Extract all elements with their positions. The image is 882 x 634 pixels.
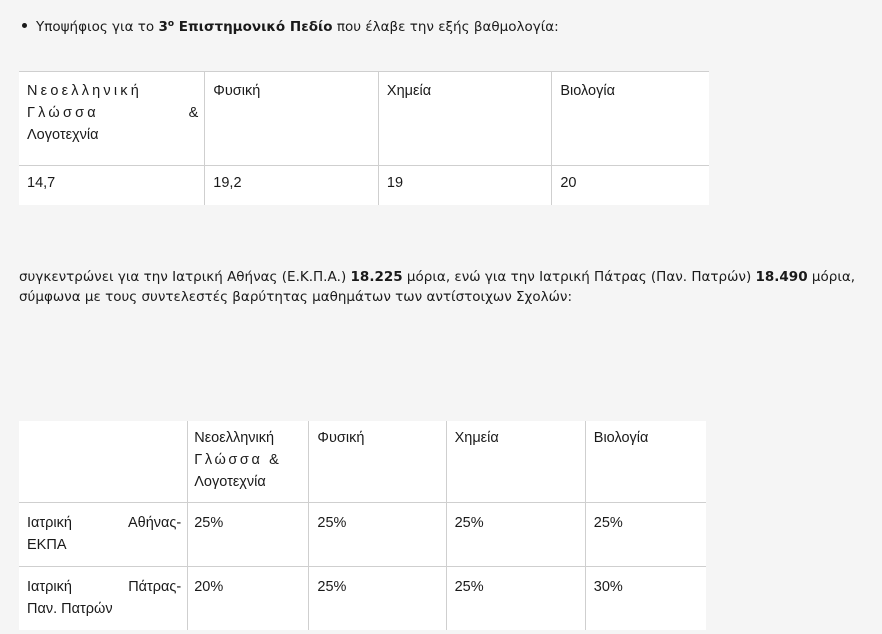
weight-athens-biology: 25% [585,503,706,567]
school-athens: Ιατρική Αθήνας- ΕΚΠΑ [19,503,188,567]
grades-header-chemistry: Χημεία [378,72,551,166]
weights-row-athens [19,503,706,567]
weights-header-physics: Φυσική [309,421,446,503]
grade-chemistry: 19 [378,166,551,206]
weights-header-greek: Νεοελληνική Γλώσσα & Λογοτεχνία [188,421,309,503]
weight-athens-physics: 25% [309,503,446,567]
grade-biology: 20 [552,166,709,206]
weight-patras-greek: 20% [188,567,309,631]
weights-header-chemistry: Χημεία [446,421,585,503]
weight-patras-physics: 25% [309,567,446,631]
weights-header-empty [19,421,188,503]
grades-header-greek: Νεοελληνική Γλώσσα & Λογοτεχνία [19,72,205,166]
bullet-dot-icon [22,23,27,28]
grades-header-row [19,72,709,166]
weight-athens-greek: 25% [188,503,309,567]
weights-row-patras [19,567,706,631]
weights-header-biology: Βιολογία [593,430,649,446]
weight-patras-biology: 30% [585,567,706,631]
intro-bullet [22,14,559,37]
points-paragraph: συγκεντρώνει για την Ιατρική Αθήνας (Ε.Κ.Π.Α.) 18.225 μόρια, ενώ για την Ιατρική Πάτρας (Παν. Πατρών) 18.490 μόρια, σύμφωνα με τους συντελεστές βαρύτητας μαθημάτων των αντίστοιχων Σχολών: [19,269,856,305]
grades-value-row [19,166,709,206]
weights-table [19,421,706,630]
school-patras: Ιατρική Πάτρας- Παν. Πατρών [19,567,188,631]
grade-physics: 19,2 [205,166,379,206]
grades-header-physics: Φυσική [205,72,379,166]
grade-greek: 14,7 [19,166,205,206]
weight-patras-chemistry: 25% [446,567,585,631]
intro-text: Υποψήφιος για το $3^o$ Επιστημονικό Πεδίο που έλαβε την εξής βαθμολογία: [36,19,559,35]
grades-table [19,71,709,205]
grades-header-biology: Βιολογία [552,72,709,166]
weights-header-row [19,421,706,503]
weight-athens-chemistry: 25% [446,503,585,567]
